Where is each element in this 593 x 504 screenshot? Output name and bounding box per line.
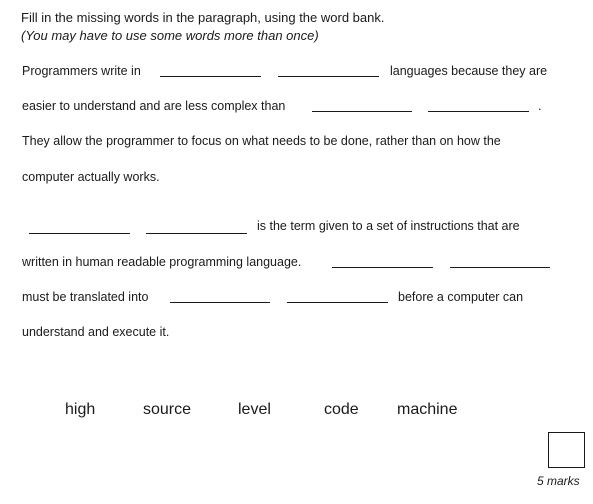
blank-9-input[interactable] bbox=[170, 288, 270, 302]
blank-2[interactable] bbox=[278, 76, 379, 77]
blank-10-input[interactable] bbox=[287, 288, 388, 302]
marks-label: 5 marks bbox=[537, 474, 580, 488]
instructions-line-1: Fill in the missing words in the paragraph, using the word bank. bbox=[21, 10, 385, 25]
word-bank-code: code bbox=[324, 401, 359, 418]
blank-3-input[interactable] bbox=[312, 97, 412, 111]
blank-5-input[interactable] bbox=[29, 219, 130, 233]
marks-box[interactable] bbox=[548, 432, 585, 468]
instructions-line-2: (You may have to use some words more than once) bbox=[21, 28, 319, 43]
paragraph2-text-1: is the term given to a set of instructions that are bbox=[257, 219, 520, 233]
blank-3[interactable] bbox=[312, 111, 412, 112]
blank-6-input[interactable] bbox=[146, 219, 247, 233]
blank-9[interactable] bbox=[170, 302, 270, 303]
word-bank-source: source bbox=[143, 401, 192, 418]
blank-6[interactable] bbox=[146, 233, 247, 234]
paragraph1-period: . bbox=[538, 99, 542, 113]
paragraph2-text-2: written in human readable programming language. bbox=[22, 255, 302, 269]
blank-8[interactable] bbox=[450, 267, 550, 268]
word-bank-machine: machine bbox=[397, 401, 458, 418]
blank-7-input[interactable] bbox=[332, 253, 433, 267]
paragraph1-text-6: computer actually works. bbox=[22, 170, 160, 184]
blank-5[interactable] bbox=[29, 233, 130, 234]
paragraph1-text-5: They allow the programmer to focus on what needs to be done, rather than on how the bbox=[22, 134, 501, 148]
blank-4-input[interactable] bbox=[428, 97, 529, 111]
paragraph2-text-3: must be translated into bbox=[22, 290, 149, 304]
paragraph2-text-5: understand and execute it. bbox=[22, 325, 170, 339]
blank-1[interactable] bbox=[160, 76, 261, 77]
blank-7[interactable] bbox=[332, 267, 433, 268]
blank-10[interactable] bbox=[287, 302, 388, 303]
word-bank-high: high bbox=[65, 401, 96, 418]
paragraph1-text-3: easier to understand and are less complex than bbox=[22, 99, 286, 113]
paragraph2-text-4: before a computer can bbox=[398, 290, 524, 304]
paragraph1-text-1: Programmers write in bbox=[22, 64, 141, 78]
blank-4[interactable] bbox=[428, 111, 529, 112]
blank-2-input[interactable] bbox=[278, 62, 379, 76]
paragraph1-text-2: languages because they are bbox=[390, 64, 548, 78]
word-bank-level: level bbox=[238, 401, 271, 418]
blank-8-input[interactable] bbox=[450, 253, 550, 267]
blank-1-input[interactable] bbox=[160, 62, 261, 76]
